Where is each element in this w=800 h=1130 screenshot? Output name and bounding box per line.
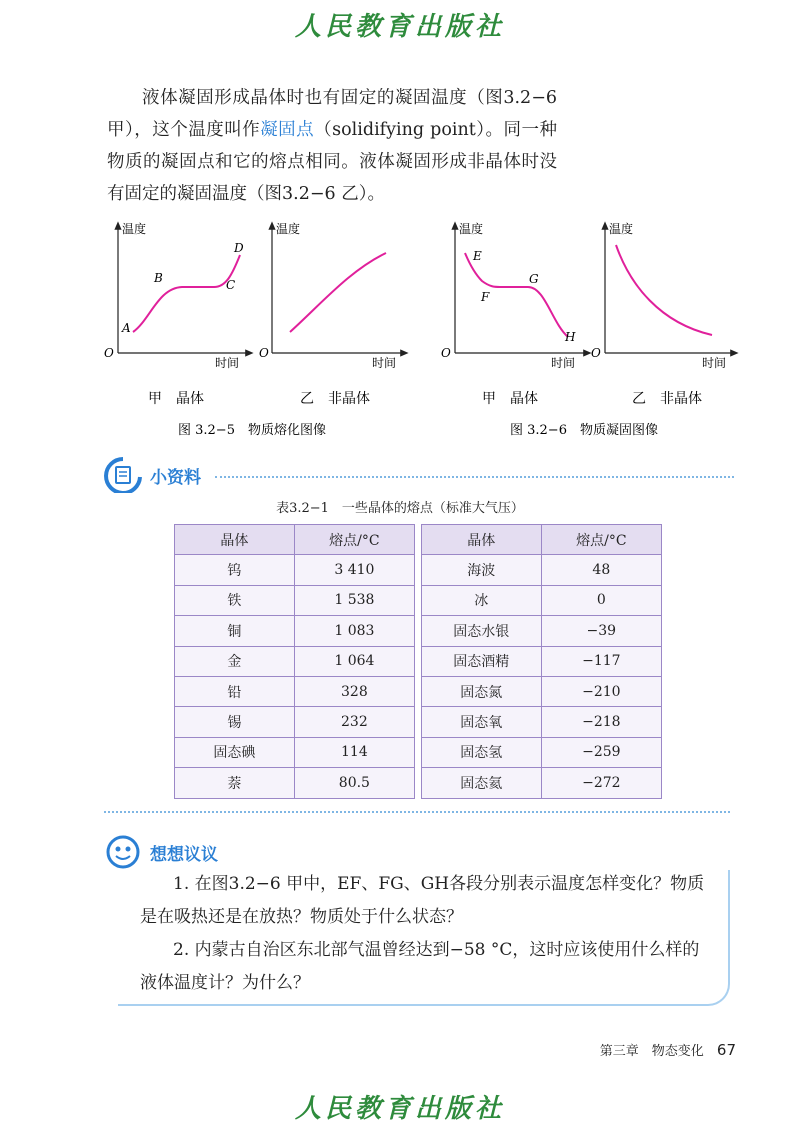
info-section-header [104, 457, 734, 493]
crystal-name: 固态氢 [421, 737, 541, 767]
divider [215, 476, 734, 478]
discussion-icon [104, 834, 142, 870]
crystal-name: 锡 [175, 707, 295, 737]
column-gap [414, 616, 421, 646]
body-paragraph [107, 82, 557, 210]
melting-point: 114 [294, 737, 414, 767]
solidifying-crystal-graph [441, 221, 588, 370]
melting-point: 232 [294, 707, 414, 737]
melting-curve [133, 255, 240, 332]
column-gap [414, 707, 421, 737]
table-row [175, 585, 662, 615]
origin-label: O [591, 346, 601, 360]
discussion-question-1: 1. 在图3.2−6 甲中，EF、FG、GH各段分别表示温度怎样变化？物质是在吸热还是在放热？物质处于什么状态？ [140, 874, 705, 927]
melting-point: 328 [294, 676, 414, 706]
solidifying-amorphous-graph [591, 221, 735, 370]
melting-figure-caption: 图 3.2−5 物质熔化图像 [178, 423, 326, 438]
table-row [175, 676, 662, 706]
crystal-name: 铅 [175, 676, 295, 706]
header-melting-point: 熔点/°C [294, 525, 414, 555]
label-crystal-1: 甲 晶体 [148, 391, 204, 407]
header-crystal: 晶体 [175, 525, 295, 555]
y-axis-label: 温度 [276, 222, 301, 236]
crystal-name: 固态氦 [421, 768, 541, 798]
table-row [175, 768, 662, 798]
paragraph-text-1: 液体凝固形成晶体时也有固定的凝固温度（图3.2−6 甲），这个温度叫作 [107, 88, 557, 140]
crystal-name: 海波 [421, 555, 541, 585]
melting-point: −218 [541, 707, 661, 737]
column-gap [414, 737, 421, 767]
melting-point-table [174, 524, 662, 799]
melting-point: −272 [541, 768, 661, 798]
column-gap [414, 676, 421, 706]
point-b: B [154, 271, 163, 285]
column-gap [414, 585, 421, 615]
melting-point: −259 [541, 737, 661, 767]
melting-point: 0 [541, 585, 661, 615]
header-melting-point: 熔点/°C [541, 525, 661, 555]
point-h: H [565, 330, 576, 344]
crystal-name: 铁 [175, 585, 295, 615]
section-end-divider [104, 811, 730, 813]
solidifying-figure-caption: 图 3.2−6 物质凝固图像 [510, 423, 658, 438]
header-crystal: 晶体 [421, 525, 541, 555]
melting-amorphous-graph [259, 221, 405, 370]
column-gap [414, 525, 421, 555]
page-number: 67 [716, 1041, 736, 1059]
y-axis-label: 温度 [459, 222, 484, 236]
table-row [175, 555, 662, 585]
column-gap [414, 768, 421, 798]
origin-label: O [104, 346, 114, 360]
crystal-name: 固态碘 [175, 737, 295, 767]
point-f: F [481, 290, 490, 304]
table-row [175, 737, 662, 767]
melting-point: −210 [541, 676, 661, 706]
book-icon [104, 457, 142, 493]
melting-point: −117 [541, 646, 661, 676]
melting-point: 1 083 [294, 616, 414, 646]
label-amorphous-1: 乙 非晶体 [300, 391, 370, 407]
crystal-name: 固态水银 [421, 616, 541, 646]
discussion-question-2: 2. 内蒙古自治区东北部气温曾经达到−58 °C，这时应该使用什么样的液体温度计？为什么？ [140, 940, 700, 993]
point-e: E [473, 249, 482, 263]
melting-crystal-graph [104, 221, 250, 370]
crystal-name: 萘 [175, 768, 295, 798]
y-axis-label: 温度 [609, 222, 634, 236]
table-row [175, 646, 662, 676]
publisher-header: 人民教育出版社 [294, 12, 505, 42]
melting-point: 48 [541, 555, 661, 585]
table-caption: 表3.2−1 一些晶体的熔点（标准大气压） [276, 501, 524, 516]
chapter-label: 第三章 物态变化 [599, 1044, 704, 1059]
amorphous-melting-curve [290, 253, 386, 332]
x-axis-label: 时间 [551, 356, 576, 370]
melting-point: 3 410 [294, 555, 414, 585]
crystal-name: 固态氧 [421, 707, 541, 737]
publisher-footer: 人民教育出版社 [294, 1094, 505, 1124]
melting-point: −39 [541, 616, 661, 646]
crystal-name: 铜 [175, 616, 295, 646]
melting-point: 1 538 [294, 585, 414, 615]
label-crystal-2: 甲 晶体 [482, 391, 538, 407]
page-footer [560, 1040, 736, 1059]
label-amorphous-2: 乙 非晶体 [632, 391, 702, 407]
table-header-row [175, 525, 662, 555]
point-a: A [122, 321, 131, 335]
paragraph-text-2: （solidifying point）。同一种物质的凝固点和它的熔点相同。液体凝固形成非晶体时没有固定的凝固温度（图3.2−6 乙）。 [107, 120, 558, 204]
amorphous-solidifying-curve [616, 245, 712, 335]
discussion-header [104, 834, 218, 870]
info-section-title: 小资料 [150, 467, 201, 488]
crystal-name: 钨 [175, 555, 295, 585]
melting-point: 80.5 [294, 768, 414, 798]
keyword-solidifying-point: 凝固点 [260, 120, 315, 140]
point-g: G [529, 272, 539, 286]
point-c: C [226, 278, 236, 292]
origin-label: O [259, 346, 269, 360]
table-row [175, 616, 662, 646]
melting-point: 1 064 [294, 646, 414, 676]
figures-area [0, 215, 800, 445]
point-d: D [234, 241, 244, 255]
crystal-name: 金 [175, 646, 295, 676]
x-axis-label: 时间 [215, 356, 240, 370]
origin-label: O [441, 346, 451, 360]
crystal-name: 冰 [421, 585, 541, 615]
column-gap [414, 646, 421, 676]
y-axis-label: 温度 [122, 222, 147, 236]
column-gap [414, 555, 421, 585]
x-axis-label: 时间 [702, 356, 727, 370]
crystal-name: 固态氮 [421, 676, 541, 706]
x-axis-label: 时间 [372, 356, 397, 370]
discussion-title: 想想议议 [150, 844, 218, 865]
crystal-name: 固态酒精 [421, 646, 541, 676]
table-row [175, 707, 662, 737]
